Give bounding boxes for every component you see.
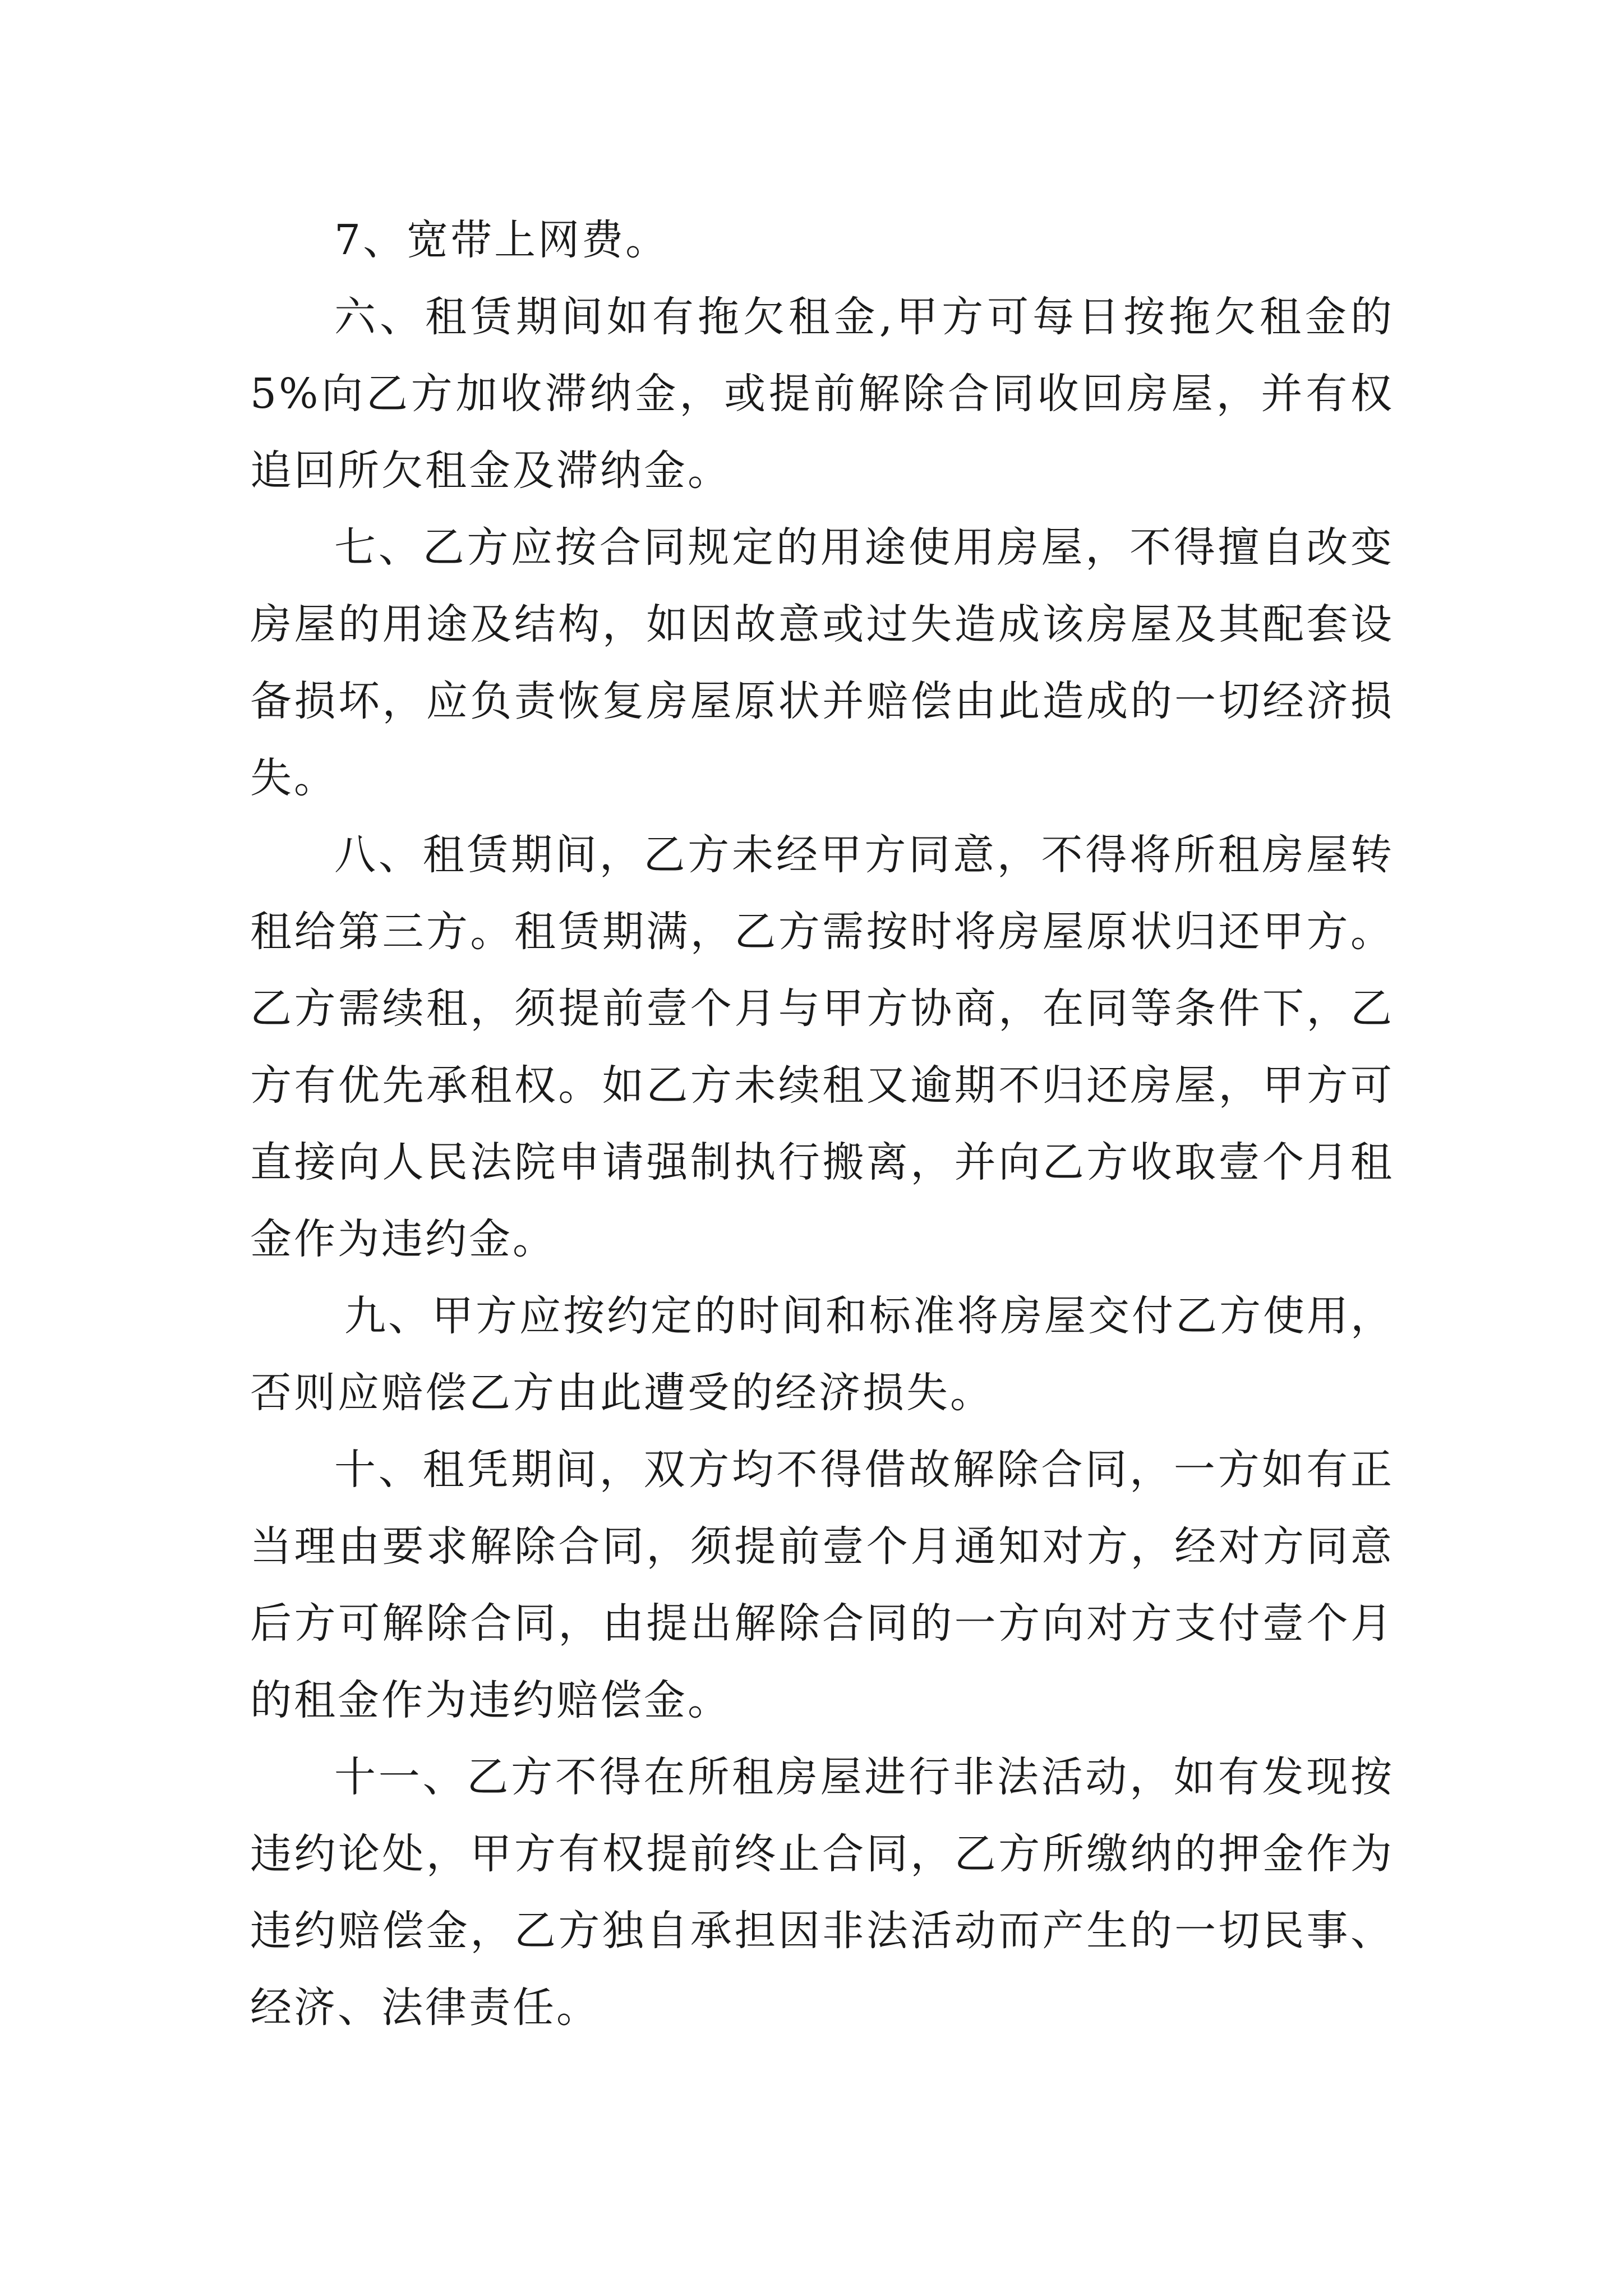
paragraph-clause-6: 六、租赁期间如有拖欠租金,甲方可每日按拖欠租金的5%向乙方加收滞纳金，或提前解除合同收回房屋，并有权追回所欠租金及滞纳金。	[250, 293, 1394, 495]
paragraph-clause-11: 十一、乙方不得在所租房屋进行非法活动，如有发现按违约论处，甲方有权提前终止合同，乙方所缴纳的押金作为违约赔偿金，乙方独自承担因非法活动而产生的一切民事、经济、法律责任。	[250, 1753, 1394, 2032]
paragraph-item-7-broadband: 7、宽带上网费。	[334, 216, 670, 264]
paragraph-clause-8: 八、租赁期间，乙方未经甲方同意，不得将所租房屋转租给第三方。租赁期满，乙方需按时将房屋原状归还甲方。乙方需续租，须提前壹个月与甲方协商，在同等条件下，乙方有优先承租权。如乙方未续租又逾期不归还房屋，甲方可直接向人民法院申请强制执行搬离，并向乙方收取壹个月租金作为违约金。	[250, 831, 1394, 1263]
paragraph-clause-9: 九、甲方应按约定的时间和标准将房屋交付乙方使用，否则应赔偿乙方由此遭受的经济损失。	[250, 1292, 1394, 1417]
document-body	[250, 202, 1394, 2046]
paragraph-clause-7: 七、乙方应按合同规定的用途使用房屋，不得擅自改变房屋的用途及结构，如因故意或过失造成该房屋及其配套设备损坏，应负责恢复房屋原状并赔偿由此造成的一切经济损失。	[250, 523, 1394, 802]
paragraph-clause-10: 十、租凭期间，双方均不得借故解除合同，一方如有正当理由要求解除合同，须提前壹个月通知对方，经对方同意后方可解除合同，由提出解除合同的一方向对方支付壹个月的租金作为违约赔偿金。	[250, 1446, 1394, 1724]
